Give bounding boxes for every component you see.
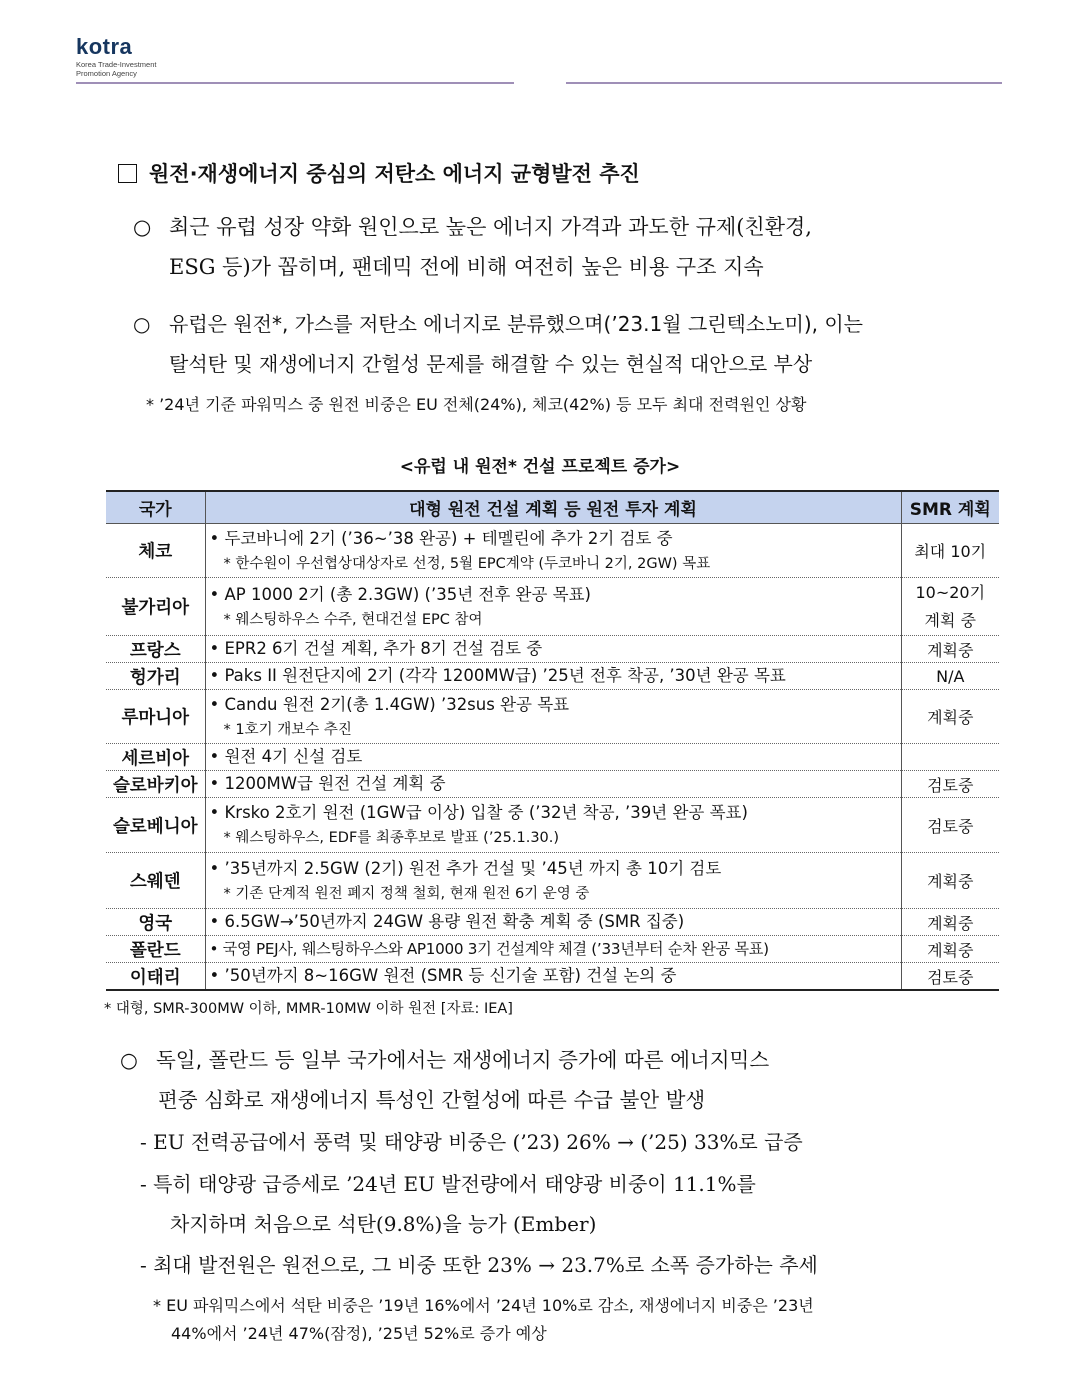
plan-cell bbox=[205, 636, 901, 663]
plan-cell bbox=[205, 909, 901, 936]
plan-text: • 1200MW급 원전 건설 계획 중 bbox=[209, 774, 446, 793]
table-header-row bbox=[106, 491, 999, 524]
logo-subtitle-1: Korea Trade-Investment bbox=[76, 60, 157, 69]
dash-item-2 bbox=[140, 1164, 756, 1244]
table-row bbox=[106, 909, 999, 936]
paragraph-3-line-2: 편중 심화로 재생에너지 특성인 간헐성에 따른 수급 불안 발생 bbox=[158, 1088, 706, 1112]
table-caption: <유럽 내 원전* 건설 프로젝트 증가> bbox=[399, 457, 681, 477]
plan-cell bbox=[205, 524, 901, 578]
plan-text: • 두코바니에 2기 (’36~’38 완공) + 테멜린에 추가 2기 검토 중 bbox=[209, 528, 673, 548]
plan-cell bbox=[205, 690, 901, 744]
table-row bbox=[106, 936, 999, 963]
plan-text: • Paks II 원전단지에 2기 (각각 1200MW급) ’25년 전후 착공, ’30년 완공 목표 bbox=[209, 666, 786, 685]
smr-cell bbox=[901, 578, 999, 636]
country-cell: 슬로베니아 bbox=[106, 798, 205, 853]
table-row bbox=[106, 853, 999, 909]
plan-text: • EPR2 6기 건설 계획, 추가 8기 건설 검토 중 bbox=[209, 639, 543, 658]
table-row bbox=[106, 690, 999, 744]
paragraph-2 bbox=[133, 304, 863, 384]
column-header-smr: SMR 계획 bbox=[901, 491, 999, 524]
country-cell: 이태리 bbox=[106, 963, 205, 991]
country-cell: 불가리아 bbox=[106, 578, 205, 636]
plan-cell bbox=[205, 578, 901, 636]
smr-cell: 최대 10기 bbox=[901, 524, 999, 578]
paragraph-1 bbox=[133, 207, 812, 287]
smr-cell: 검토중 bbox=[901, 963, 999, 991]
country-cell: 프랑스 bbox=[106, 636, 205, 663]
plan-text: • Krsko 2호기 원전 (1GW급 이상) 입찰 중 (’32년 착공, ’39년 완공 폭표) bbox=[209, 803, 748, 822]
plan-subnote: * 웨스팅하우스 수주, 현대건설 EPC 참여 bbox=[223, 611, 483, 628]
plan-subnote: * 웨스팅하우스, EDF를 최종후보로 발표 (’25.1.30.) bbox=[223, 830, 560, 846]
plan-text: • 6.5GW→’50년까지 24GW 용량 원전 확충 계획 중 (SMR 집중) bbox=[209, 912, 685, 931]
header-rule-left bbox=[76, 82, 514, 84]
circle-bullet: ○ bbox=[120, 1048, 138, 1072]
logo-wordmark: kotra bbox=[76, 34, 133, 59]
plan-text: • 국영 PEJ사, 웨스팅하우스와 AP1000 3기 건설계약 체결 (’33년부터 순차 완공 목표) bbox=[209, 940, 769, 958]
section-heading-text: 원전·재생에너지 중심의 저탄소 에너지 균형발전 추진 bbox=[149, 162, 640, 186]
dash-item-3: - 최대 발전원은 원전으로, 그 비중 또한 23% → 23.7%로 소폭 증가하는 추세 bbox=[140, 1253, 818, 1277]
smr-cell: 검토중 bbox=[901, 798, 999, 853]
section-heading bbox=[118, 158, 640, 188]
paragraph-2-line-2: 탈석탄 및 재생에너지 간헐성 문제를 해결할 수 있는 현실적 대안으로 부상 bbox=[169, 352, 813, 376]
table-row bbox=[106, 578, 999, 636]
smr-cell: 계획중 bbox=[901, 636, 999, 663]
smr-text: 10~20기 bbox=[915, 582, 986, 602]
footnote-1: * ’24년 기준 파워믹스 중 원전 비중은 EU 전체(24%), 체코(42%) 등 모두 최대 전력원인 상황 bbox=[146, 395, 807, 414]
smr-cell: 계획중 bbox=[901, 690, 999, 744]
table-row bbox=[106, 663, 999, 690]
smr-cell: 검토중 bbox=[901, 771, 999, 798]
table-footnote: * 대형, SMR-300MW 이하, MMR-10MW 이하 원전 [자료: IEA] bbox=[104, 1001, 513, 1017]
plan-text: • 원전 4기 신설 검토 bbox=[209, 747, 363, 766]
plan-subnote: * 1호기 개보수 추진 bbox=[223, 721, 352, 738]
paragraph-3-line-1: 독일, 폴란드 등 일부 국가에서는 재생에너지 증가에 따른 에너지믹스 bbox=[156, 1048, 770, 1072]
country-cell: 영국 bbox=[106, 909, 205, 936]
table-row bbox=[106, 744, 999, 771]
table-row bbox=[106, 771, 999, 798]
table-row bbox=[106, 798, 999, 853]
paragraph-1-line-1: 최근 유럽 성장 약화 원인으로 높은 에너지 가격과 과도한 규제(친환경, bbox=[169, 215, 812, 239]
plan-cell bbox=[205, 771, 901, 798]
country-cell: 루마니아 bbox=[106, 690, 205, 744]
plan-cell bbox=[205, 744, 901, 771]
plan-subnote: * 기존 단계적 원전 폐지 정책 철회, 현재 원전 6기 운영 중 bbox=[223, 885, 590, 902]
country-cell: 폴란드 bbox=[106, 936, 205, 963]
kotra-logo bbox=[76, 36, 156, 78]
table-row bbox=[106, 636, 999, 663]
plan-cell bbox=[205, 798, 901, 853]
dash-item-2-line-1: - 특히 태양광 급증세로 ’24년 EU 발전량에서 태양광 비중이 11.1%를 bbox=[140, 1172, 756, 1196]
circle-bullet: ○ bbox=[133, 215, 152, 239]
plan-subnote: * 한수원이 우선협상대상자로 선정, 5월 EPC계약 (두코바니 2기, 2GW) 목표 bbox=[223, 555, 711, 572]
plan-text: • ’50년까지 8~16GW 원전 (SMR 등 신기술 포함) 건설 논의 중 bbox=[209, 966, 677, 985]
plan-cell bbox=[205, 853, 901, 909]
plan-cell bbox=[205, 936, 901, 963]
column-header-plan: 대형 원전 건설 계획 등 원전 투자 계획 bbox=[205, 491, 901, 524]
smr-cell bbox=[901, 744, 999, 771]
smr-cell: 계획중 bbox=[901, 853, 999, 909]
plan-text: • Candu 원전 2기(총 1.4GW) ’32sus 완공 목표 bbox=[209, 694, 570, 714]
country-cell: 슬로바키아 bbox=[106, 771, 205, 798]
logo-subtitle-2: Promotion Agency bbox=[76, 69, 137, 78]
country-cell: 헝가리 bbox=[106, 663, 205, 690]
column-header-country: 국가 bbox=[106, 491, 205, 524]
header-rule-right bbox=[566, 82, 1002, 84]
plan-text: • ’35년까지 2.5GW (2기) 원전 추가 건설 및 ’45년 까지 총 10기 검토 bbox=[209, 858, 722, 878]
plan-cell bbox=[205, 663, 901, 690]
country-cell: 스웨덴 bbox=[106, 853, 205, 909]
table-row bbox=[106, 524, 999, 578]
nuclear-projects-table bbox=[106, 490, 999, 991]
circle-bullet: ○ bbox=[133, 312, 151, 336]
smr-cell: 계획중 bbox=[901, 936, 999, 963]
smr-cell: 계획중 bbox=[901, 909, 999, 936]
checkbox-square-icon bbox=[118, 164, 137, 183]
smr-text-2: 계획 중 bbox=[924, 610, 976, 630]
table-row bbox=[106, 963, 999, 991]
country-cell: 체코 bbox=[106, 524, 205, 578]
paragraph-2-line-1: 유럽은 원전*, 가스를 저탄소 에너지로 분류했으며(’23.1월 그린텍소노미), 이는 bbox=[169, 312, 863, 336]
footnote-2 bbox=[153, 1292, 814, 1348]
dash-item-2-line-2: 차지하며 처음으로 석탄(9.8%)을 능가 (Ember) bbox=[170, 1212, 597, 1236]
dash-item-1: - EU 전력공급에서 풍력 및 태양광 비중은 (’23) 26% → (’25) 33%로 급증 bbox=[140, 1130, 803, 1154]
paragraph-3 bbox=[120, 1040, 769, 1120]
plan-text: • AP 1000 2기 (총 2.3GW) (’35년 전후 완공 목표) bbox=[209, 584, 591, 604]
paragraph-1-line-2: ESG 등)가 꼽히며, 팬데믹 전에 비해 여전히 높은 비용 구조 지속 bbox=[169, 255, 764, 279]
smr-cell: N/A bbox=[901, 663, 999, 690]
footnote-2-line-1: * EU 파워믹스에서 석탄 비중은 ’19년 16%에서 ’24년 10%로 감소, 재생에너지 비중은 ’23년 bbox=[153, 1296, 814, 1315]
plan-cell bbox=[205, 963, 901, 991]
country-cell: 세르비아 bbox=[106, 744, 205, 771]
footnote-2-line-2: 44%에서 ’24년 47%(잠정), ’25년 52%로 증가 예상 bbox=[171, 1324, 547, 1343]
